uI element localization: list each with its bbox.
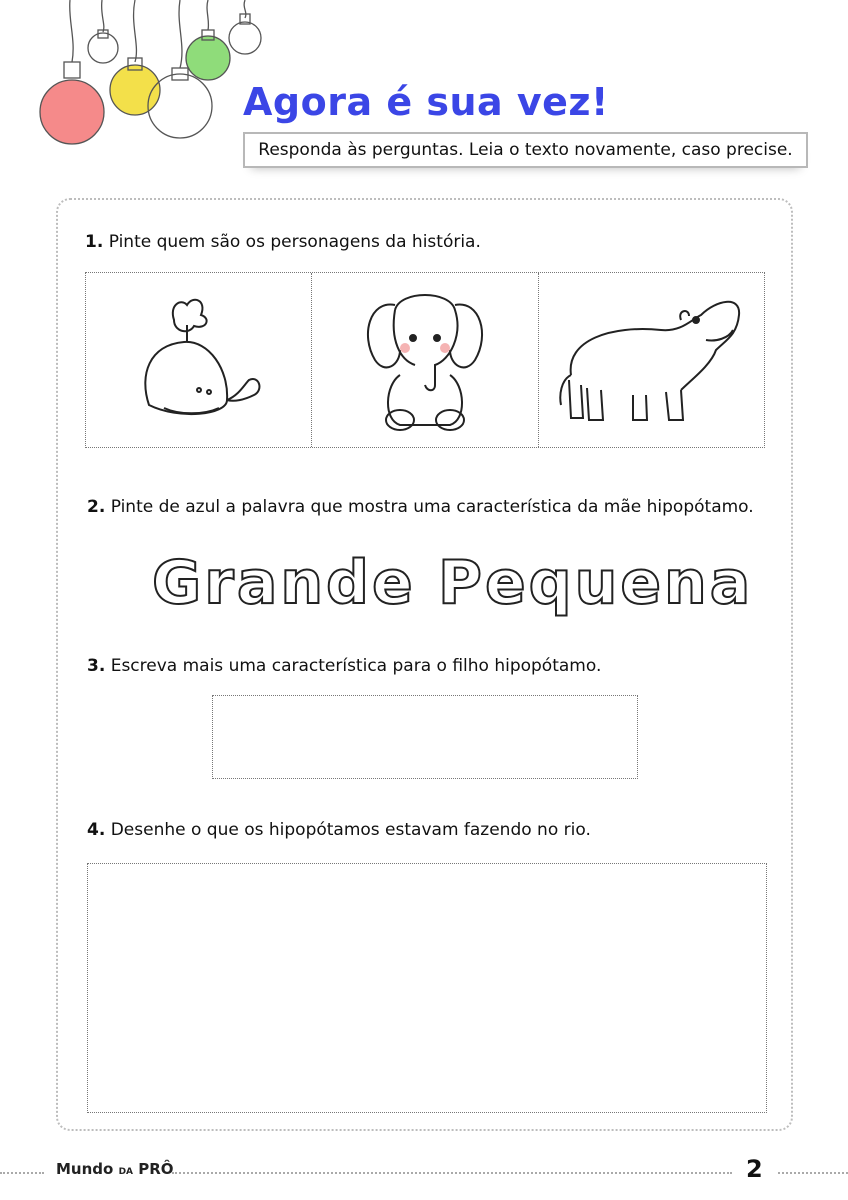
characters-grid — [85, 272, 765, 448]
question-3 — [87, 656, 601, 676]
word-option-pequena[interactable]: Pequena — [438, 548, 754, 618]
footer-divider — [0, 1172, 44, 1174]
question-number: 2. — [87, 497, 106, 517]
brand-small: DA — [118, 1167, 133, 1177]
whale-icon — [119, 280, 279, 440]
elephant-cell[interactable] — [312, 273, 538, 447]
question-4 — [87, 820, 591, 840]
question-text: Escreva mais uma característica para o filho hipopótamo. — [110, 656, 602, 676]
whale-cell[interactable] — [86, 273, 312, 447]
question-1 — [85, 232, 481, 252]
word-option-grande[interactable]: Grande — [152, 548, 416, 618]
brand-main: Mundo — [56, 1160, 114, 1178]
question-text: Desenhe o que os hipopótamos estavam fazendo no rio. — [110, 820, 591, 840]
drawing-box[interactable] — [87, 863, 767, 1113]
question-text: Pinte quem são os personagens da história. — [108, 232, 481, 252]
question-text: Pinte de azul a palavra que mostra uma característica da mãe hipopótamo. — [110, 497, 754, 517]
question-number: 3. — [87, 656, 106, 676]
hippo-cell[interactable] — [539, 273, 764, 447]
page-title: Agora é sua vez! — [243, 80, 609, 124]
footer-divider — [778, 1172, 848, 1174]
question-2 — [87, 497, 754, 517]
hippo-icon — [551, 280, 751, 440]
page-number: 2 — [746, 1155, 763, 1183]
elephant-icon — [345, 280, 505, 440]
brand-end: PRÔ — [138, 1160, 174, 1178]
answer-box[interactable] — [212, 695, 638, 779]
instruction-box: Responda às perguntas. Leia o texto novamente, caso precise. — [243, 132, 808, 168]
question-number: 1. — [85, 232, 104, 252]
question-number: 4. — [87, 820, 106, 840]
brand-logo — [56, 1160, 174, 1178]
footer-divider — [172, 1172, 732, 1174]
